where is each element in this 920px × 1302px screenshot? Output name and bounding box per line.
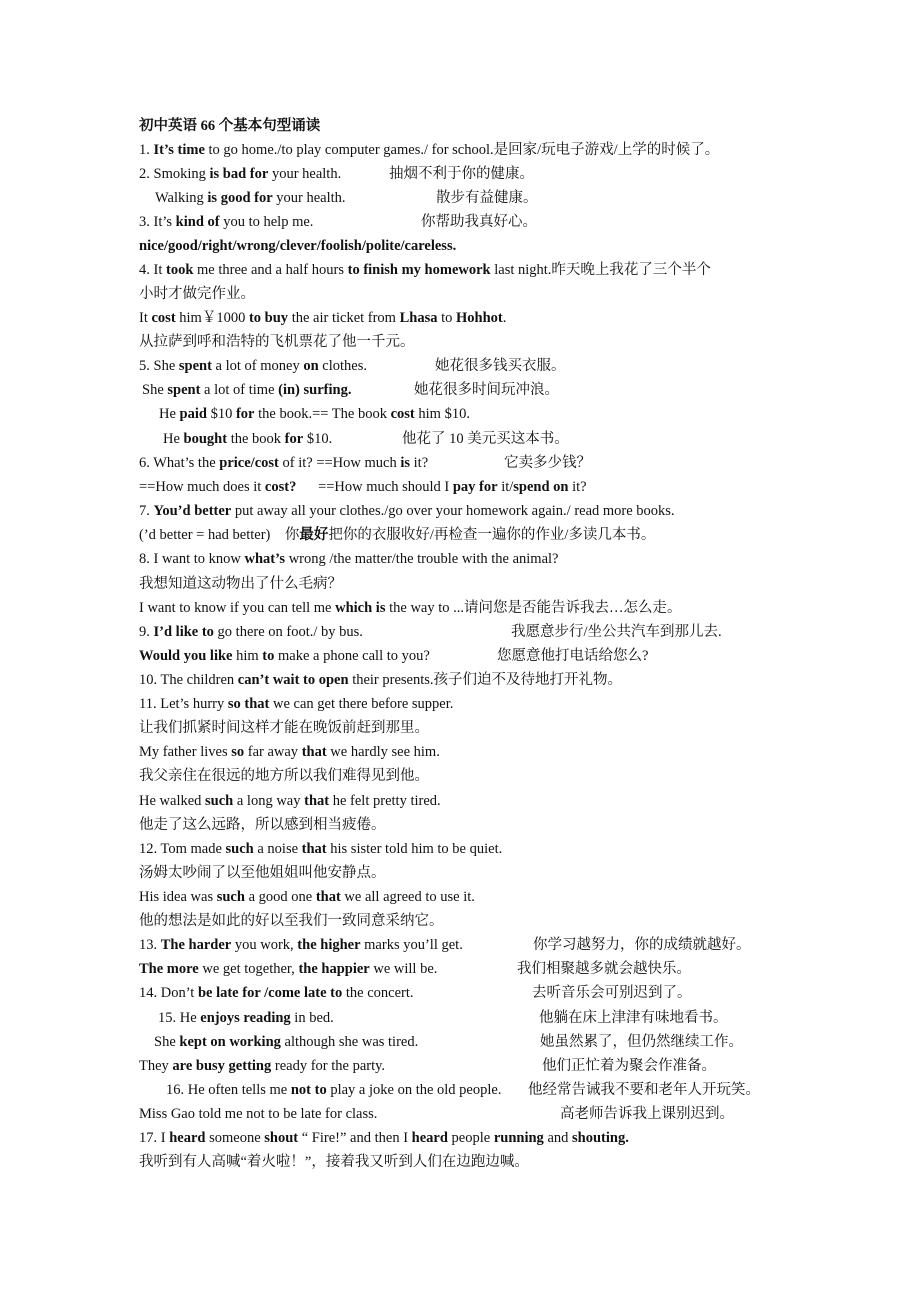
- text-segment: he felt pretty tired.: [329, 793, 441, 809]
- bold-phrase: that: [315, 889, 341, 905]
- bold-phrase: took: [165, 262, 194, 278]
- bold-phrase: spent: [167, 382, 201, 398]
- text-segment: clothes.: [318, 358, 367, 374]
- bold-phrase: The more: [139, 961, 199, 977]
- text-segment: although she was tired.: [280, 1034, 419, 1050]
- bold-phrase: is good for: [207, 190, 273, 206]
- bold-phrase: shouting.: [572, 1130, 629, 1146]
- text-line: [139, 957, 437, 981]
- text-line: [139, 644, 430, 668]
- text-line: [139, 909, 444, 933]
- text-segment: your health.: [268, 166, 342, 182]
- chinese-translation: 抽烟不利于你的健康。: [389, 166, 534, 182]
- text-segment: ==How much should I: [296, 479, 453, 495]
- chinese-translation: 我愿意步行/坐公共汽车到那儿去.: [511, 624, 722, 640]
- text-line: [158, 1006, 334, 1030]
- chinese-translation: 你帮助我真好心。: [421, 214, 537, 230]
- bold-phrase: kept on working: [179, 1034, 281, 1050]
- text-segment: in bed.: [290, 1010, 334, 1026]
- text-line: [139, 210, 313, 234]
- bold-phrase: It’s time: [153, 142, 205, 158]
- text-line: [139, 692, 453, 716]
- text-line: [154, 1030, 418, 1054]
- text-line: [139, 1054, 385, 1078]
- text-segment: 13.: [139, 937, 161, 953]
- text-line: [139, 499, 675, 523]
- text-line: [139, 234, 456, 258]
- chinese-translation: 他躺在床上津津有味地看书。: [539, 1010, 728, 1026]
- text-line: [139, 475, 587, 499]
- text-line: [139, 740, 440, 764]
- text-segment: 5. She: [139, 358, 179, 374]
- page-title: 初中英语 66 个基本句型诵读: [139, 118, 321, 134]
- text-line: [139, 861, 386, 885]
- text-segment: 把你的衣服收好/再检查一遍你的作业/多读几本书。: [328, 527, 656, 543]
- text-line: [139, 813, 386, 837]
- bold-phrase: what’s: [244, 551, 286, 567]
- bold-phrase: are busy getting: [172, 1058, 272, 1074]
- text-segment: the book.== The book: [254, 406, 391, 422]
- text-segment: 让我们抓紧时间这样才能在晚饭前赶到那里。: [139, 720, 429, 736]
- bold-phrase: spend on: [513, 479, 569, 495]
- text-segment: (’d better = had better) 你: [139, 527, 300, 543]
- text-segment: we hardly see him.: [326, 744, 440, 760]
- text-segment: to: [437, 310, 457, 326]
- text-segment: He: [163, 431, 184, 447]
- text-line: [139, 451, 428, 475]
- text-segment: 7.: [139, 503, 154, 519]
- text-line: [139, 716, 429, 740]
- bold-phrase: such: [205, 793, 234, 809]
- text-segment: a long way: [233, 793, 305, 809]
- text-segment: the book: [227, 431, 285, 447]
- text-segment: a lot of time: [200, 382, 279, 398]
- chinese-translation: 她虽然累了，但仍然继续工作。: [540, 1034, 743, 1050]
- text-line: [139, 258, 711, 282]
- text-segment: it/: [497, 479, 514, 495]
- text-segment: $10.: [303, 431, 333, 447]
- text-line: [139, 981, 414, 1005]
- text-segment: the concert.: [342, 985, 414, 1001]
- text-line: [139, 933, 463, 957]
- text-line: [139, 837, 502, 861]
- text-segment: we all agreed to use it.: [340, 889, 475, 905]
- text-segment: 汤姆太吵闹了以至他姐姐叫他安静点。: [139, 865, 386, 881]
- text-segment: 他的想法是如此的好以至我们一致同意采纳它。: [139, 913, 444, 929]
- text-segment: the way to ...请问您是否能告诉我去…怎么走。: [385, 600, 682, 616]
- text-segment: him￥1000: [175, 310, 249, 326]
- text-segment: His idea was: [139, 889, 217, 905]
- bold-phrase: so that: [227, 696, 270, 712]
- chinese-translation: 她花很多时间玩冲浪。: [414, 382, 559, 398]
- text-segment: we get together,: [198, 961, 299, 977]
- chinese-translation: 我们相聚越多就会越快乐。: [517, 961, 691, 977]
- text-segment: .: [502, 310, 507, 326]
- text-segment: 1.: [139, 142, 154, 158]
- bold-phrase: on: [303, 358, 319, 374]
- bold-phrase: the higher: [297, 937, 361, 953]
- bold-phrase: enjoys reading: [200, 1010, 291, 1026]
- text-line: [139, 572, 342, 596]
- bold-phrase: for: [284, 431, 304, 447]
- bold-phrase: such: [216, 889, 245, 905]
- bold-phrase: shout: [264, 1130, 299, 1146]
- text-segment: He walked: [139, 793, 206, 809]
- bold-phrase: to finish my homework: [347, 262, 491, 278]
- text-segment: make a phone call to you?: [274, 648, 430, 664]
- text-line: [139, 547, 558, 571]
- text-segment: Miss Gao told me not to be late for class.: [139, 1106, 378, 1122]
- bold-phrase: You’d better: [153, 503, 232, 519]
- text-segment: a noise: [253, 841, 302, 857]
- text-segment: He: [159, 406, 180, 422]
- text-segment: people: [447, 1130, 494, 1146]
- text-segment: him $10.: [414, 406, 470, 422]
- bold-phrase: running: [493, 1130, 544, 1146]
- bold-phrase: be late for /come late to: [197, 985, 343, 1001]
- text-segment: it?: [410, 455, 429, 471]
- text-segment: Walking: [155, 190, 208, 206]
- text-segment: put away all your clothes./go over your homework again./ read more books.: [231, 503, 675, 519]
- text-line: [139, 596, 682, 620]
- bold-phrase: paid: [179, 406, 207, 422]
- text-line: [139, 1150, 529, 1174]
- text-segment: and: [543, 1130, 572, 1146]
- bold-phrase: Would you like: [139, 648, 233, 664]
- chinese-translation: 散步有益健康。: [436, 190, 538, 206]
- text-segment: I want to know if you can tell me: [139, 600, 336, 616]
- text-line: [139, 282, 255, 306]
- text-segment: ==How much does it: [139, 479, 265, 495]
- text-segment: 2. Smoking: [139, 166, 210, 182]
- bold-phrase: the happier: [298, 961, 370, 977]
- text-segment: marks you’ll get.: [360, 937, 463, 953]
- text-segment: wrong /the matter/the trouble with the animal?: [285, 551, 559, 567]
- bold-phrase: for: [235, 406, 255, 422]
- text-line: [139, 789, 441, 813]
- bold-phrase: to: [262, 648, 275, 664]
- text-segment: 17. I: [139, 1130, 170, 1146]
- text-segment: 小时才做完作业。: [139, 286, 255, 302]
- text-segment: far away: [244, 744, 302, 760]
- text-line: [166, 1078, 501, 1102]
- text-segment: the air ticket from: [288, 310, 400, 326]
- text-segment: 12. Tom made: [139, 841, 226, 857]
- text-segment: 我听到有人高喊“着火啦！”，接着我又听到人们在边跑边喊。: [139, 1154, 529, 1170]
- text-segment: 3. It’s: [139, 214, 176, 230]
- text-segment: their presents.孩子们迫不及待地打开礼物。: [348, 672, 623, 688]
- text-segment: we can get there before supper.: [269, 696, 454, 712]
- text-line: [139, 1126, 629, 1150]
- bold-phrase: heard: [169, 1130, 206, 1146]
- bold-phrase: Lhasa: [399, 310, 438, 326]
- text-segment: someone: [205, 1130, 265, 1146]
- bold-phrase: can’t wait to open: [237, 672, 349, 688]
- chinese-translation: 他经常告诫我不要和老年人开玩笑。: [528, 1082, 760, 1098]
- text-segment: 6. What’s the: [139, 455, 220, 471]
- text-segment: She: [142, 382, 168, 398]
- bold-phrase: pay for: [452, 479, 498, 495]
- text-segment: 9.: [139, 624, 154, 640]
- text-line: [159, 402, 470, 426]
- bold-phrase: nice/good/right/wrong/clever/foolish/polite/careless.: [139, 238, 457, 254]
- text-segment: $10: [206, 406, 236, 422]
- text-segment: 10. The children: [139, 672, 238, 688]
- text-line: [139, 764, 429, 788]
- text-segment: 从拉萨到呼和浩特的飞机票花了他一千元。: [139, 334, 415, 350]
- bold-phrase: (in) surfing.: [278, 382, 352, 398]
- bold-phrase: The harder: [160, 937, 232, 953]
- text-segment: 他走了这么远路，所以感到相当疲倦。: [139, 817, 386, 833]
- bold-phrase: bought: [183, 431, 228, 447]
- text-segment: “ Fire!” and then I: [298, 1130, 412, 1146]
- text-segment: we will be.: [369, 961, 438, 977]
- text-line: [139, 668, 622, 692]
- bold-phrase: cost: [151, 310, 176, 326]
- chinese-translation: 你学习越努力，你的成绩就越好。: [533, 937, 751, 953]
- bold-phrase: I’d like to: [153, 624, 214, 640]
- text-segment: 8. I want to know: [139, 551, 245, 567]
- text-segment: 4. It: [139, 262, 166, 278]
- bold-phrase: is bad for: [209, 166, 269, 182]
- text-segment: him: [232, 648, 263, 664]
- text-segment: play a joke on the old people.: [326, 1082, 502, 1098]
- text-segment: 我父亲住在很远的地方所以我们难得见到他。: [139, 768, 429, 784]
- bold-phrase: spent: [178, 358, 212, 374]
- text-line: [163, 427, 332, 451]
- chinese-translation: 高老师告诉我上课别迟到。: [560, 1106, 734, 1122]
- text-line: [139, 620, 363, 644]
- text-segment: last night.昨天晚上我花了三个半个: [490, 262, 711, 278]
- chinese-translation: 您愿意他打电话给您么?: [497, 648, 649, 664]
- text-segment: They: [139, 1058, 173, 1074]
- text-segment: 15. He: [158, 1010, 201, 1026]
- text-segment: you to help me.: [219, 214, 314, 230]
- chinese-translation: 去听音乐会可别迟到了。: [532, 985, 692, 1001]
- bold-phrase: which is: [335, 600, 386, 616]
- bold-phrase: 最好: [299, 527, 329, 543]
- text-line: [139, 523, 655, 547]
- bold-phrase: not to: [290, 1082, 327, 1098]
- chinese-translation: 它卖多少钱？: [504, 455, 591, 471]
- bold-phrase: price/cost: [219, 455, 279, 471]
- text-line: [139, 306, 506, 330]
- bold-phrase: Hohhot: [456, 310, 503, 326]
- text-segment: 14. Don’t: [139, 985, 198, 1001]
- bold-phrase: that: [301, 841, 327, 857]
- bold-phrase: cost: [390, 406, 415, 422]
- text-segment: go there on foot./ by bus.: [213, 624, 363, 640]
- text-segment: your health.: [272, 190, 346, 206]
- bold-phrase: that: [301, 744, 327, 760]
- text-segment: you work,: [231, 937, 298, 953]
- text-segment: 我想知道这动物出了什么毛病？: [139, 576, 342, 592]
- text-line: [139, 354, 367, 378]
- text-segment: to go home./to play computer games./ for school.是回家/玩电子游戏/上学的时候了。: [204, 142, 720, 158]
- chinese-translation: 她花很多钱买衣服。: [435, 358, 566, 374]
- bold-phrase: cost?: [264, 479, 297, 495]
- text-segment: ready for the party.: [271, 1058, 386, 1074]
- bold-phrase: heard: [411, 1130, 448, 1146]
- text-segment: My father lives: [139, 744, 232, 760]
- text-line: [139, 1102, 377, 1126]
- text-line: [139, 138, 719, 162]
- bold-phrase: such: [225, 841, 254, 857]
- text-segment: his sister told him to be quiet.: [326, 841, 503, 857]
- chinese-translation: 他们正忙着为聚会作准备。: [542, 1058, 716, 1074]
- text-segment: of it? ==How much: [278, 455, 401, 471]
- bold-phrase: is: [400, 455, 411, 471]
- text-segment: it?: [568, 479, 587, 495]
- text-segment: 11. Let’s hurry: [139, 696, 228, 712]
- text-segment: a good one: [244, 889, 316, 905]
- text-segment: me three and a half hours: [193, 262, 348, 278]
- bold-phrase: kind of: [175, 214, 220, 230]
- text-segment: It: [139, 310, 152, 326]
- bold-phrase: so: [231, 744, 245, 760]
- text-line: [142, 378, 351, 402]
- bold-phrase: that: [304, 793, 330, 809]
- text-line: [155, 186, 346, 210]
- chinese-translation: 他花了 10 美元买这本书。: [402, 431, 569, 447]
- text-line: [139, 330, 415, 354]
- text-segment: She: [154, 1034, 180, 1050]
- text-line: [139, 885, 475, 909]
- text-segment: 16. He often tells me: [166, 1082, 291, 1098]
- bold-phrase: to buy: [248, 310, 289, 326]
- text-line: [139, 162, 341, 186]
- text-segment: a lot of money: [211, 358, 304, 374]
